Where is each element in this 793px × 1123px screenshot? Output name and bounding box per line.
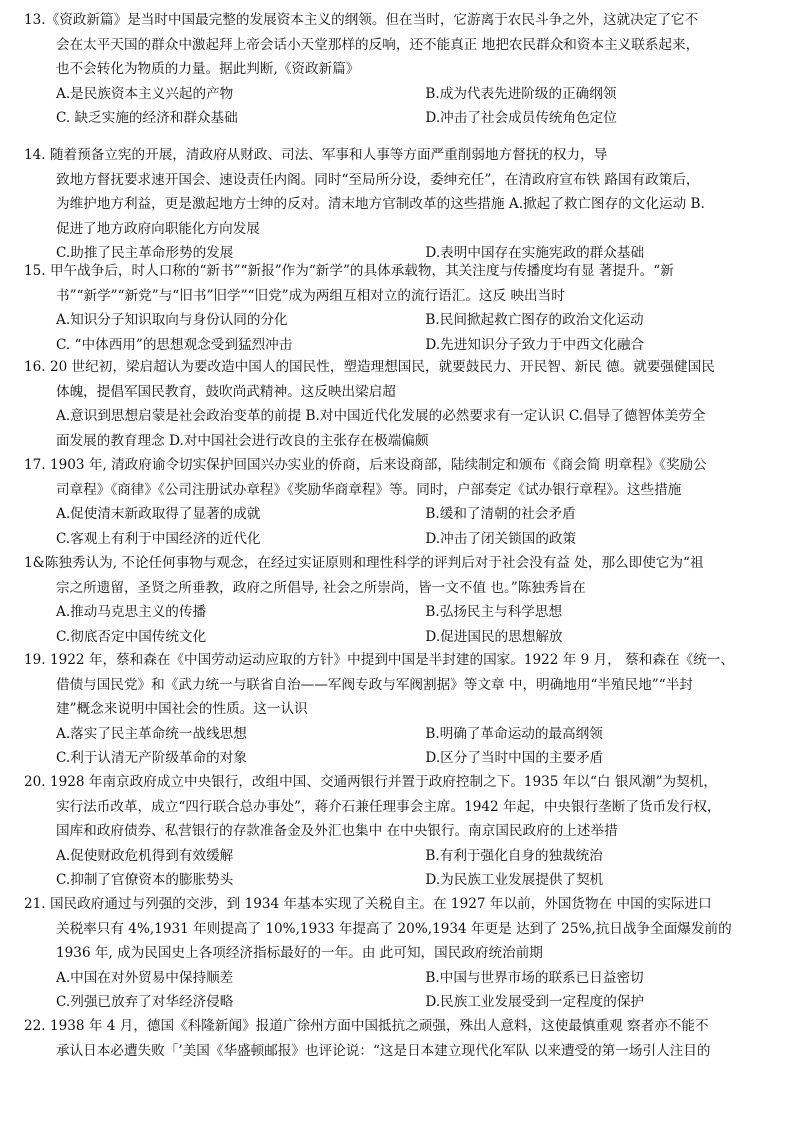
option-row xyxy=(24,746,769,771)
question-19 xyxy=(24,648,769,771)
question-stem-line: 16. 20 世纪初，梁启超认为要改造中国人的国民性，塑造理想国民，就要鼓民力、开民智、新民 德。就要强健国民 xyxy=(24,359,715,375)
question-stem-line: 致地方督抚要求速开国会、速设责任内阁。同时“至局所分设，委绅充任”，在清政府宣布铁 路国有政策后， xyxy=(56,171,700,188)
answer-option: D.区分了当时中国的主要矛盾 xyxy=(425,750,604,767)
answer-option: C.客观上有利于中国经济的近代化 xyxy=(56,530,261,547)
option-row xyxy=(24,308,769,333)
answer-option: C.助推了民主革命形势的发展 xyxy=(56,245,234,262)
answer-option: A.落实了民主革命统一战线思想 xyxy=(56,725,247,742)
question-stem-line: 为维护地方利益，更是激起地方士绅的反对。清末地方官制改革的这些措施 A.掀起了救亡图存的文化运动 B. xyxy=(56,196,705,213)
question-stem-line: 14. 随着预备立宪的开展，清政府从财政、司法、军事和人事等方面严重削弱地方督抚的权力，导 xyxy=(24,147,608,163)
question-stem-line: 实行法币改革，成立“四行联合总办事处”，蒋介石兼任理事会主席。1942 年起，中央银行垄断了货币发行权， xyxy=(56,798,721,815)
option-row xyxy=(24,333,769,358)
answer-option: A.促使清末新政取得了显著的成就 xyxy=(56,506,261,523)
answer-option: D.促进国民的思想解放 xyxy=(425,628,563,645)
answer-option: B.明确了革命运动的最高纲领 xyxy=(425,725,603,742)
question-stem-line: 体魄，提倡军国民教育，鼓吹尚武精神。这反映出梁启超 xyxy=(56,383,396,400)
option-row xyxy=(24,966,769,991)
question-stem-line: 承认日本必遭失败「’美国《华盛顿邮报》也评论说：“这是日本建立现代化军队 以来遭受的第一场引人注目的 xyxy=(56,1042,711,1059)
question-stem-line: 书”“新学”“新党”与“旧书”旧学”“旧党”成为两组互相对立的流行语汇。这反 映出当时 xyxy=(56,287,565,304)
question-stem-line: 13.《资政新篇》是当时中国最完整的发展资本主义的纲领。但在当时，它游离于农民斗争之外，这就决定了它不 xyxy=(24,12,699,28)
question-15 xyxy=(24,259,769,357)
answer-option: A.推动马克思主义的传播 xyxy=(56,604,207,621)
question-stem-line: 关税率只有 4%,1931 年则提高了 10%,1933 年提高了 20%,1934 年更是 达到了 25%,抗日战争全面爆发前的 xyxy=(56,920,732,937)
question-stem-line: 17. 1903 年, 清政府谕令切实保护回国兴办实业的侨商，后来设商部，陆续制定和颁布《商会简 明章程》《奖励公 xyxy=(24,457,707,473)
question-stem-line: A.意识到思想启蒙是社会政治变革的前提 B.对中国近代化发展的必然要求有一定认识 C.倡导了德智体美劳全 xyxy=(56,408,706,425)
question-14 xyxy=(24,143,769,266)
answer-option: B.民间掀起救亡图存的政治文化运动 xyxy=(425,312,644,329)
answer-option: B.缓和了清朝的社会矛盾 xyxy=(425,506,576,523)
question-stem-line: 21. 国民政府通过与列强的交涉，到 1934 年基本实现了关税自主。在 1927 年以前，外国货物在 中国的实际进口 xyxy=(24,896,712,912)
question-stem-line: 促进了地方政府向职能化方向发展 xyxy=(56,220,260,237)
question-13 xyxy=(24,8,769,131)
question-stem-line: 1&陈独秀认为, 不论任何事物与观念，在经过实证原则和理性科学的评判后对于社会没有益 处，那么即使它为“祖 xyxy=(24,555,704,571)
question-stem-line: 20. 1928 年南京政府成立中央银行，改组中国、交通两银行并置于政府控制之下。1935 年以“白 银风潮”为契机， xyxy=(24,774,717,790)
answer-option: D.为民族工业发展提供了契机 xyxy=(425,872,604,889)
question-stem-line: 15. 甲午战争后，时人口称的“新书”“新报”作为“新学”的具体承载物，其关注度与传播度均有显 著提升。“新 xyxy=(24,263,674,279)
answer-option: B.弘扬民主与科学思想 xyxy=(425,604,563,621)
question-21 xyxy=(24,892,769,1015)
question-16 xyxy=(24,355,769,453)
answer-option: D.民族工业发展受到一定程度的保护 xyxy=(425,994,645,1011)
answer-option: C. “中体西用”的思想观念受到猛烈冲击 xyxy=(56,336,293,353)
option-row xyxy=(24,106,769,131)
question-stem-line: 会在太平天国的群众中激起拜上帝会话小天堂那样的反响，还不能真正 地把农民群众和资本主义联系起来， xyxy=(56,36,700,53)
answer-option: A.知识分子知识取向与身份认同的分化 xyxy=(56,312,288,329)
question-stem-line: 宗之所遗留，圣贤之所垂教，政府之所倡导, 社会之所崇尚，皆一文不值 也。”陈独秀旨在 xyxy=(56,579,586,596)
answer-option: D.冲击了闭关锁国的政策 xyxy=(425,530,577,547)
answer-option: D.冲击了社会成员传统角色定位 xyxy=(425,110,617,127)
answer-option: A.促使财政危机得到有效缓解 xyxy=(56,847,234,864)
question-stem-line: 借债与国民党》和《武力统一与联省自治——军阀专政与军阀割据》等文章 中，明确地用“半殖民地”“半封 xyxy=(56,676,693,693)
question-stem-line: 19. 1922 年，蔡和森在《中国劳动运动应取的方针》中提到中国是半封建的国家。1922 年 9 月， 蔡和森在《统一、 xyxy=(24,652,734,668)
question-stem-line: 面发展的教育理念 D.对中国社会进行改良的主张存在极端偏颇 xyxy=(56,432,429,449)
option-row xyxy=(24,722,769,747)
option-row xyxy=(24,990,769,1015)
answer-option: D.表明中国存在实施宪政的群众基础 xyxy=(425,245,645,262)
option-row xyxy=(24,600,769,625)
question-22 xyxy=(24,1014,769,1063)
answer-option: C.彻底否定中国传统文化 xyxy=(56,628,207,645)
answer-option: A.是民族资本主义兴起的产物 xyxy=(56,85,234,102)
question-stem-line: 1936 年, 成为民国史上各项经济指标最好的一年。由 此可知，国民政府统治前期 xyxy=(56,945,543,962)
answer-option: C.抑制了官僚资本的膨胀势头 xyxy=(56,872,234,889)
question-20 xyxy=(24,770,769,893)
answer-option: A.中国在对外贸易中保持顺差 xyxy=(56,969,234,986)
question-stem-line: 22. 1938 年 4 月，德国《科隆新闻》报道广徐州方面中国抵抗之顽强，殊出人意料，这使最慎重观 察者亦不能不 xyxy=(24,1018,709,1034)
question-stem-line: 也不会转化为物质的力量。据此判断,《资政新篇》 xyxy=(56,61,360,78)
question-stem-line: 建”概念来说明中国社会的性质。这一认识 xyxy=(56,701,308,718)
option-row xyxy=(24,527,769,552)
question-17 xyxy=(24,453,769,551)
question-stem-line: 国库和政府债券、私营银行的存款准备金及外汇也集中 在中央银行。南京国民政府的上述举措 xyxy=(56,823,618,840)
answer-option: B.有利于强化自身的独裁统治 xyxy=(425,847,603,864)
option-row xyxy=(24,868,769,893)
question-stem-line: 司章程》《商律》《公司注册试办章程》《奖励华商章程》等。同时，户部奏定《试办银行章程》。这些措施 xyxy=(56,481,682,498)
answer-option: C.利于认清无产阶级革命的对象 xyxy=(56,750,247,767)
answer-option: B.中国与世界市场的联系已日益密切 xyxy=(425,969,644,986)
answer-option: B.成为代表先进阶级的正确纲领 xyxy=(425,85,617,102)
option-row xyxy=(24,625,769,650)
option-row xyxy=(24,502,769,527)
option-row xyxy=(24,82,769,107)
answer-option: C. 缺乏实施的经济和群众基础 xyxy=(56,110,238,127)
answer-option: D.先进知识分子致力于中西文化融合 xyxy=(425,336,645,353)
option-row xyxy=(24,844,769,869)
answer-option: C.列强已放弃了对华经济侵略 xyxy=(56,994,234,1011)
question-18 xyxy=(24,551,769,649)
